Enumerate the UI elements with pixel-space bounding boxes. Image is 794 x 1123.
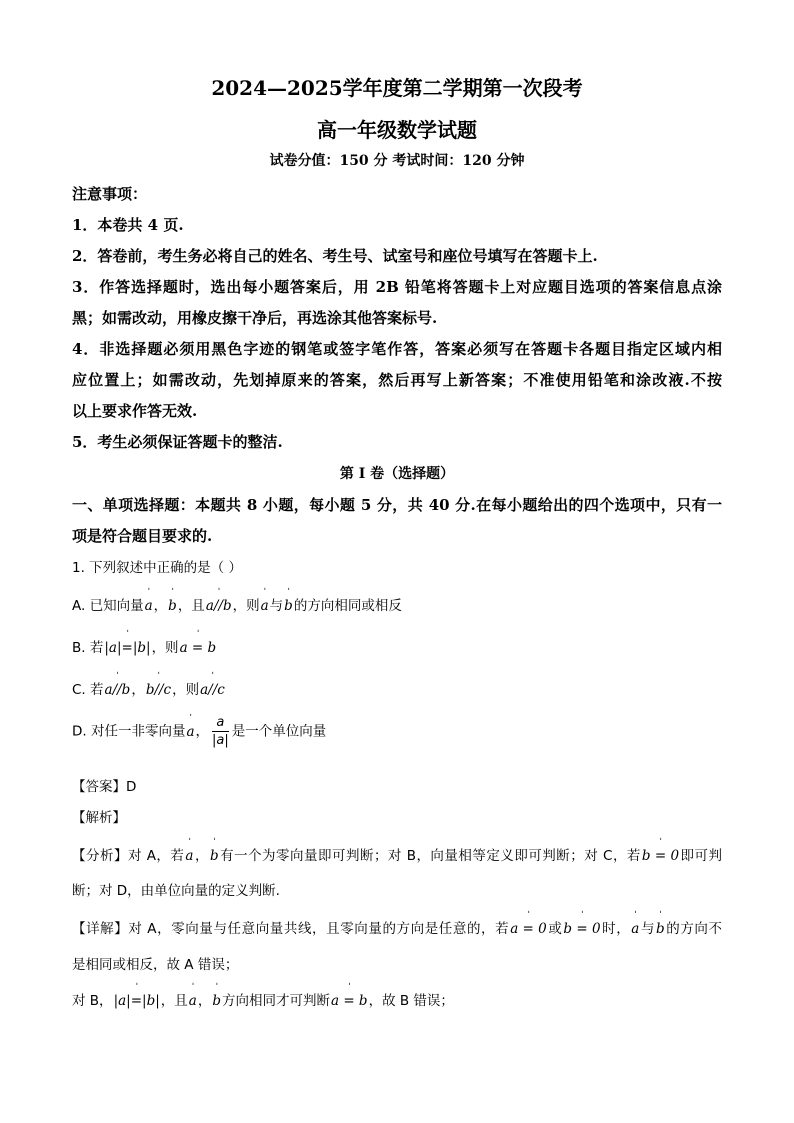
option-d: D. 对任一非零向量ˈ a， $\frac{a}{|a|}$ 是一个单位向量	[72, 716, 722, 747]
section-title: 第 I 卷（选择题）	[339, 466, 455, 482]
exam-title: 2024—2025学年度第二学期第一次段考	[211, 76, 583, 100]
notes-item-2: 2．答卷前，考生务必将自己的姓名、考生号、试室号和座位号填写在答题卡上.	[72, 247, 598, 265]
analysis-label: 【解析】	[72, 810, 126, 826]
question-stem: 1. 下列叙述中正确的是（ ）	[72, 560, 242, 576]
fenxi-line-1: 【分析】对 A，若ˈ a，ˈ b有一个为零向量即可判断；对 B，向量相等定义即可判断；对 C，若ˈ b = 0即可判	[72, 844, 722, 864]
unit-vector-fraction: $\frac{a}{|a|}$	[212, 715, 229, 748]
answer-line: 【答案】D	[72, 779, 137, 795]
duib-line: 对 B，ˈ |a|=|b|，且ˈ a，ˈ b方向相同才可判断ˈ a = b，故 B 错误；	[72, 989, 722, 1009]
section-heading-b: 项是符合题目要求的.	[72, 527, 213, 545]
option-b: B. 若ˈ |a|=|b|，则ˈ a = b	[72, 636, 722, 656]
xiangjie-line-1: 【详解】对 A，零向量与任意向量共线，且零向量的方向是任意的，若ˈ a = 0或ˈ b = 0时，ˈ a与ˈ b的方向不	[72, 917, 722, 937]
option-a: A. 已知向量ˈ a，ˈ b，且ˈ a//b，则ˈ a与ˈ b的方向相同或相反	[72, 594, 722, 614]
notes-item-3a: 3．作答选择题时，选出每小题答案后，用 2B 铅笔将答题卡上对应题目选项的答案信息点涂	[72, 278, 722, 296]
fenxi-line-2: 断；对 D，由单位向量的定义判断.	[72, 883, 280, 899]
notes-item-3b: 黑；如需改动，用橡皮擦干净后，再选涂其他答案标号.	[72, 309, 438, 327]
notes-item-5: 5．考生必须保证答题卡的整洁.	[72, 433, 283, 451]
notes-item-4c: 以上要求作答无效.	[72, 402, 198, 420]
xiangjie-line-2: 是相同或相反，故 A 错误；	[72, 957, 239, 973]
exam-subtitle: 高一年级数学试题	[317, 118, 477, 142]
notes-item-1: 1．本卷共 4 页.	[72, 216, 184, 234]
notes-item-4b: 应位置上；如需改动，先划掉原来的答案，然后再写上新答案；不准使用铅笔和涂改液.不按	[72, 371, 722, 389]
section-heading-a: 一、单项选择题：本题共 8 小题，每小题 5 分，共 40 分.在每小题给出的四个选项中，只有一	[72, 496, 722, 514]
exam-meta: 试卷分值：150 分 考试时间：120 分钟	[269, 153, 525, 169]
notes-item-4a: 4．非选择题必须用黑色字迹的钢笔或签字笔作答，答案必须写在答题卡各题目指定区域内相	[72, 340, 722, 358]
option-c: C. 若ˈ a//b，ˈ b//c，则ˈ a//c	[72, 678, 722, 698]
notes-heading: 注意事项：	[72, 185, 148, 203]
